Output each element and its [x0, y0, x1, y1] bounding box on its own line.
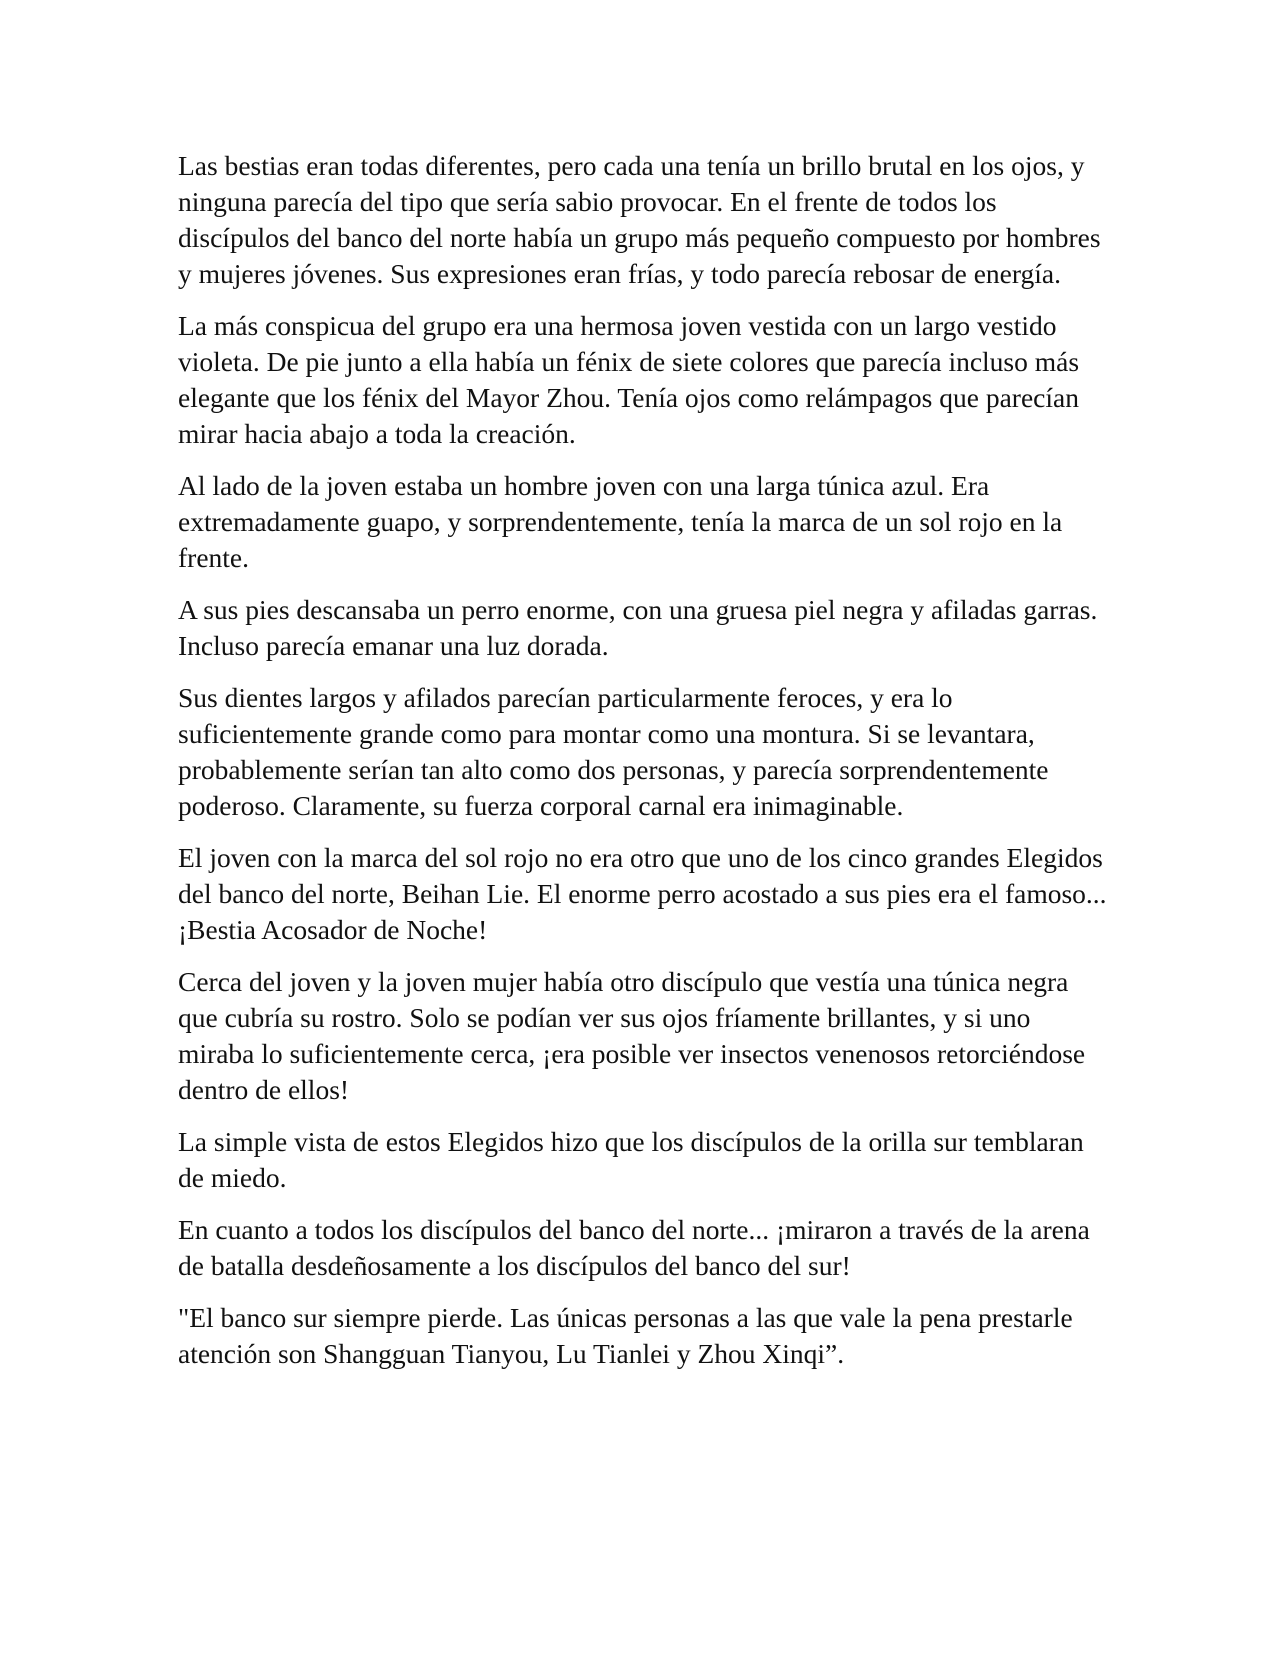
paragraph-2: La más conspicua del grupo era una hermosa joven vestida con un largo vestido violeta. De pie junto a ella había un fénix de siete colores que parecía incluso más elegante que los fénix del Mayor Zhou. Tenía ojos como relámpagos que parecían mirar hacia abajo a toda la creación.: [178, 310, 1080, 449]
paragraph-8: La simple vista de estos Elegidos hizo que los discípulos de la orilla sur temblaran de miedo.: [178, 1126, 1084, 1193]
paragraph-10: "El banco sur siempre pierde. Las únicas personas a las que vale la pena prestarle atención son Shangguan Tianyou, Lu Tianlei y Zhou Xinqi”.: [178, 1302, 1073, 1369]
paragraph-3: Al lado de la joven estaba un hombre joven con una larga túnica azul. Era extremadamente guapo, y sorprendentemente, tenía la marca de un sol rojo en la frente.: [178, 470, 1063, 573]
paragraph-7: Cerca del joven y la joven mujer había otro discípulo que vestía una túnica negra que cubría su rostro. Solo se podían ver sus ojos fríamente brillantes, y si uno miraba lo suficientemente cerca, ¡era posible ver insectos venenosos retorciéndose dentro de ellos!: [178, 966, 1086, 1105]
paragraph-6: El joven con la marca del sol rojo no era otro que uno de los cinco grandes Elegidos del banco del norte, Beihan Lie. El enorme perro acostado a sus pies era el famoso... ¡Bestia Acosador de Noche!: [178, 842, 1107, 945]
paragraph-4: A sus pies descansaba un perro enorme, con una gruesa piel negra y afiladas garras. Incluso parecía emanar una luz dorada.: [178, 594, 1098, 661]
paragraph-1: Las bestias eran todas diferentes, pero cada una tenía un brillo brutal en los ojos, y ninguna parecía del tipo que sería sabio provocar. En el frente de todos los discípulos del banco del norte había un grupo más pequeño compuesto por hombres y mujeres jóvenes. Sus expresiones eran frías, y todo parecía rebosar de energía.: [178, 150, 1101, 289]
document-body: [178, 148, 1113, 1388]
paragraph-5: Sus dientes largos y afilados parecían particularmente feroces, y era lo suficientemente grande como para montar como una montura. Si se levantara, probablemente serían tan alto como dos personas, y parecía sorprendentemente poderoso. Claramente, su fuerza corporal carnal era inimaginable.: [178, 682, 1049, 821]
paragraph-9: En cuanto a todos los discípulos del banco del norte... ¡miraron a través de la arena de batalla desdeñosamente a los discípulos del banco del sur!: [178, 1214, 1090, 1281]
